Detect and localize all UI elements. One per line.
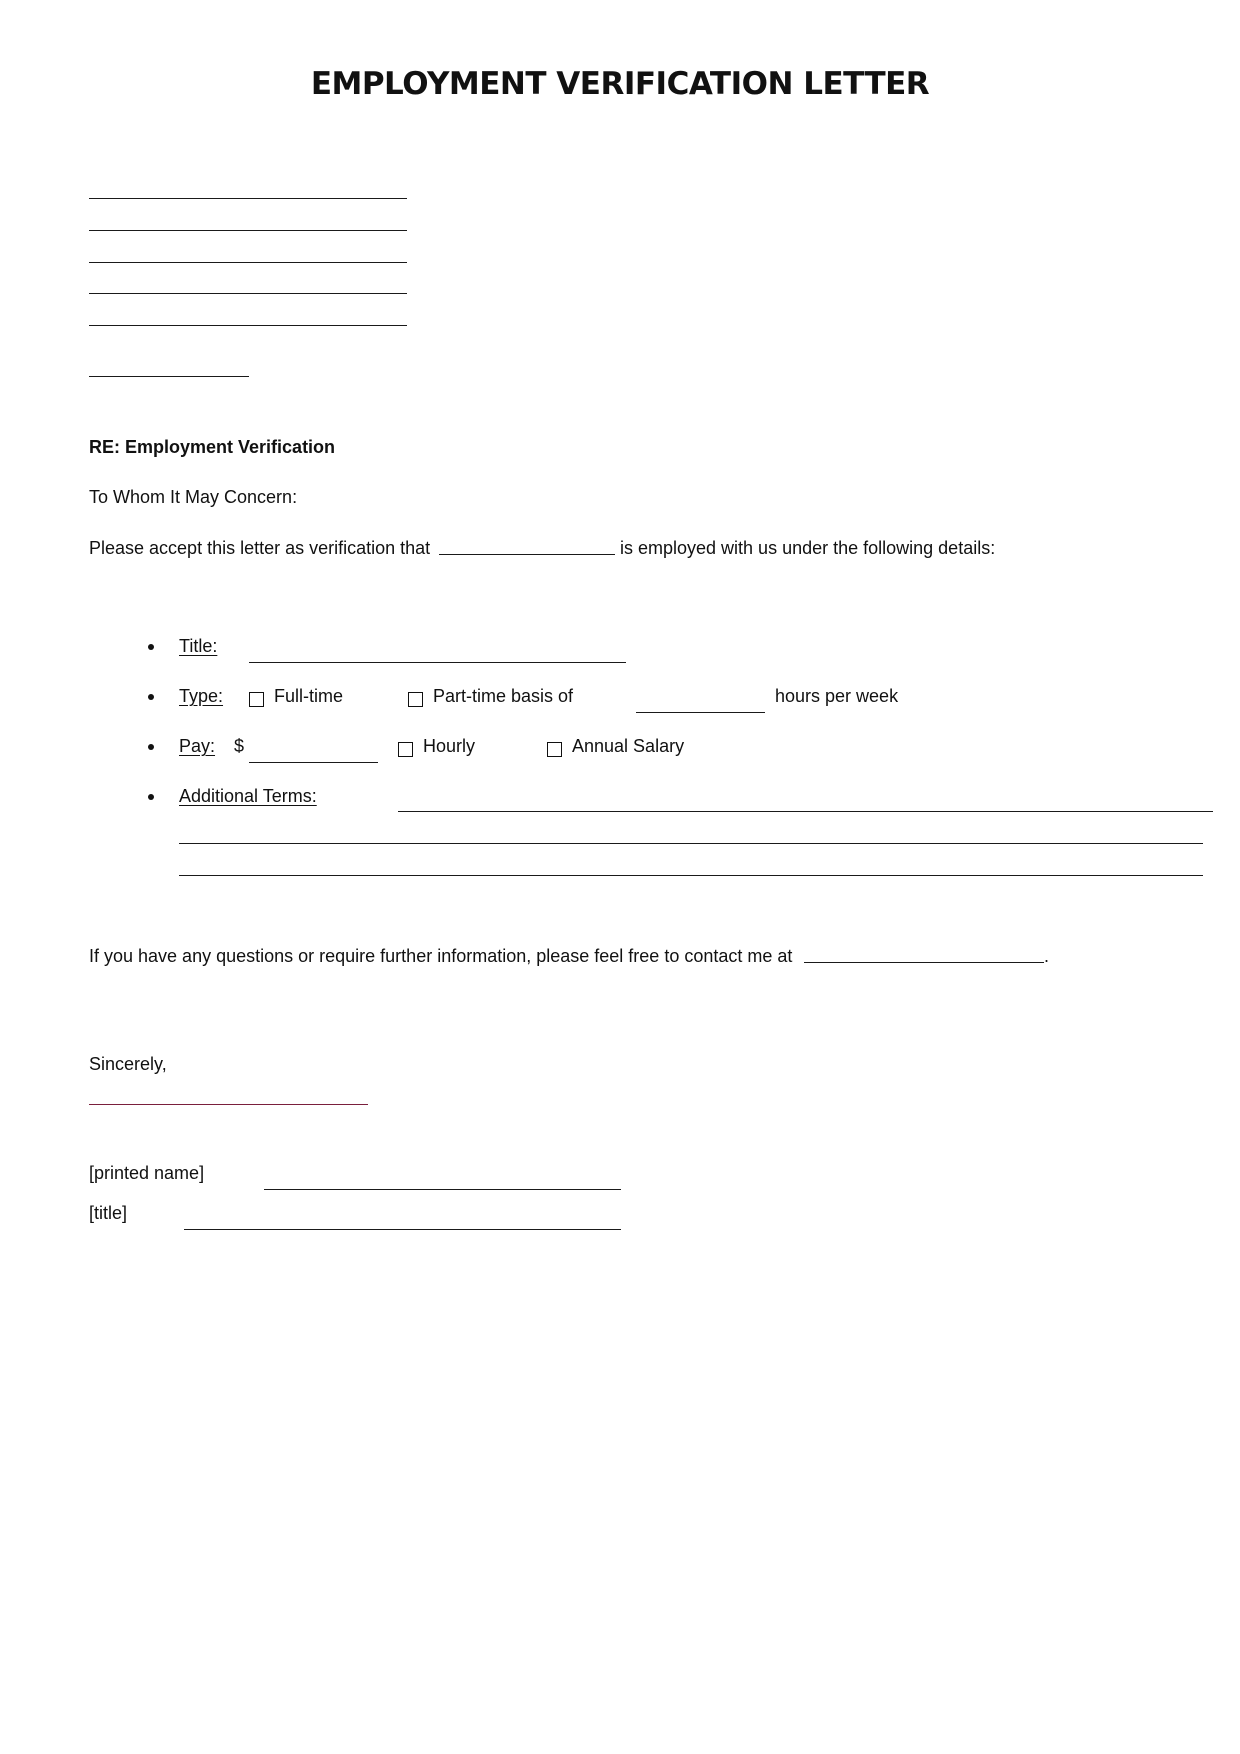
letter-title: EMPLOYMENT VERIFICATION LETTER (310, 66, 930, 102)
signature-line[interactable] (89, 1104, 368, 1105)
intro-text-before: Please accept this letter as verification that (89, 538, 431, 558)
parttime-label: Part-time basis of (433, 686, 574, 706)
contact-end: . (1044, 946, 1050, 966)
pay-label: Pay: (179, 736, 216, 756)
additional-terms-line-3[interactable] (179, 875, 1203, 876)
subject-line: RE: Employment Verification (89, 437, 336, 457)
fulltime-label: Full-time (274, 686, 344, 706)
hours-field[interactable] (636, 712, 765, 713)
address-line-3[interactable] (89, 262, 407, 263)
fulltime-checkbox[interactable] (249, 692, 264, 707)
address-line-4[interactable] (89, 293, 407, 294)
contact-field[interactable] (804, 962, 1044, 963)
bullet (148, 644, 154, 650)
additional-terms-line-1[interactable] (398, 811, 1213, 812)
hourly-checkbox[interactable] (398, 742, 413, 757)
job-title-field[interactable] (249, 662, 626, 663)
closing: Sincerely, (89, 1054, 167, 1074)
printed-name-field[interactable] (264, 1189, 621, 1190)
additional-terms-line-2[interactable] (179, 843, 1203, 844)
address-line-2[interactable] (89, 230, 407, 231)
hours-label: hours per week (775, 686, 899, 706)
type-label: Type: (179, 686, 224, 706)
printed-name-label: [printed name] (89, 1163, 205, 1183)
bullet (148, 694, 154, 700)
signer-title-field[interactable] (184, 1229, 621, 1230)
bullet (148, 794, 154, 800)
contact-text: If you have any questions or require further information, please feel free to contact me at (89, 946, 793, 966)
annual-salary-label: Annual Salary (572, 736, 685, 756)
date-line[interactable] (89, 376, 249, 377)
currency-symbol: $ (234, 736, 245, 756)
employee-name-field[interactable] (439, 554, 615, 555)
annual-salary-checkbox[interactable] (547, 742, 562, 757)
address-line-5[interactable] (89, 325, 407, 326)
address-line-1[interactable] (89, 198, 407, 199)
signer-title-label: [title] (89, 1203, 128, 1223)
bullet (148, 744, 154, 750)
parttime-checkbox[interactable] (408, 692, 423, 707)
additional-terms-label: Additional Terms: (179, 786, 317, 806)
salutation: To Whom It May Concern: (89, 487, 298, 507)
hourly-label: Hourly (423, 736, 476, 756)
intro-text-after: is employed with us under the following details: (620, 538, 996, 558)
title-label: Title: (179, 636, 218, 656)
pay-amount-field[interactable] (249, 762, 378, 763)
